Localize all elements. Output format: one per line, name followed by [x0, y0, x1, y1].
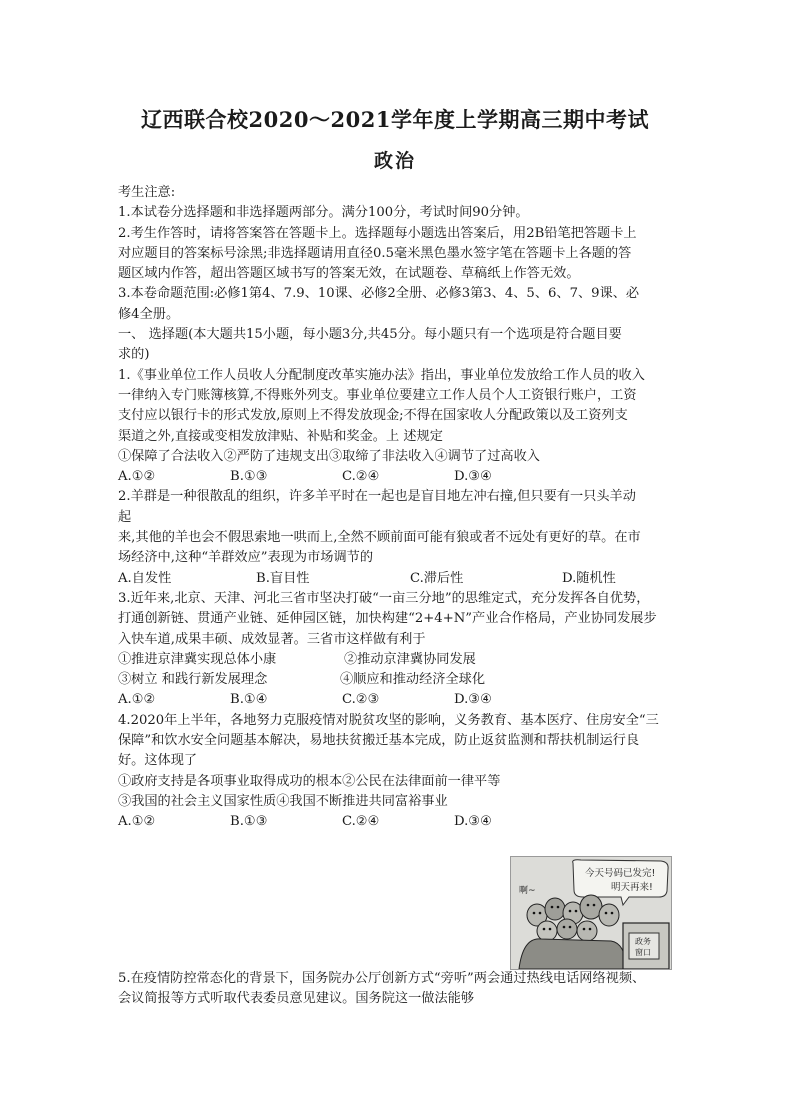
option-d: D.③④ — [454, 469, 492, 485]
option-c: C.滞后性 — [410, 570, 464, 586]
option-d: D.随机性 — [562, 570, 616, 586]
government-window-cartoon — [510, 856, 672, 970]
question-3-options — [118, 690, 678, 710]
cartoon-speech-2: 明天再来! — [611, 882, 653, 893]
option-d: D.③④ — [454, 814, 492, 830]
question-1-text: 渠道之外,直接或变相发放津贴、补贴和奖金。上 述规定 — [118, 428, 443, 444]
question-5-text: 会议简报等方式听取代表委员意见建议。国务院这一做法能够 — [118, 991, 475, 1007]
question-5-text: 5.在疫情防控常态化的背景下，国务院办公厅创新方式“旁听”两会通过热线电话网络视频、 — [118, 971, 646, 986]
question-2-text: 2.羊群是一种很散乱的组织，许多羊平时在一起也是盲目地左冲右撞,但只要有一只头羊动 — [118, 489, 636, 505]
notice-line: 对应题目的答案标号涂黑;非选择题请用直径0.5毫米黑色墨水签字笔在答题卡上各题的答 — [118, 245, 632, 261]
question-2-text: 来,其他的羊也会不假思索地一哄而上,全然不顾前面可能有狼或者不远处有更好的草。在市 — [118, 530, 641, 546]
option-c: C.②④ — [342, 814, 380, 830]
cartoon-exclaim: 啊~ — [519, 886, 536, 896]
choice-item: ③树立 和践行新发展理念 — [118, 672, 268, 688]
question-4-text: 好。这体现了 — [118, 753, 198, 769]
cartoon-speech-1: 今天号码已发完! — [585, 868, 656, 879]
question-1-text: 一律纳入专门账簿核算,不得账外列支。事业单位要建立工作人员个人工资银行账户，工资 — [118, 387, 637, 403]
question-2-text: 场经济中,这种“羊群效应”表现为市场调节的 — [118, 550, 374, 566]
notice-line: 修4全册。 — [118, 306, 180, 322]
question-4-text: 4.2020年上半年，各地努力克服疫情对脱贫攻坚的影响，义务教育、基本医疗、住房安全“三 — [118, 712, 659, 728]
option-a: A.①② — [118, 469, 156, 485]
question-4-text: 保障”和饮水安全问题基本解决，易地扶贫搬迁基本完成，防止返贫监测和帮扶机制运行良 — [118, 733, 640, 749]
question-2-text: 起 — [118, 509, 132, 525]
option-a: A.①② — [118, 692, 156, 708]
question-1-text: 1.《事业单位工作人员收人分配制度改革实施办法》指出，事业单位发放给工作人员的收入 — [118, 367, 645, 383]
question-3-text: 打通创新链、贯通产业链、延伸园区链，加快构建“2+4+N”产业合作格局，产业协同发展步 — [118, 611, 657, 627]
option-a: A.①② — [118, 814, 156, 830]
exam-subject: 政治 — [373, 150, 416, 172]
section-heading: 求的) — [118, 347, 150, 363]
question-1-options — [118, 467, 678, 487]
section-heading: 一、 选择题(本大题共15小题，每小题3分,共45分。每小题只有一个选项是符合题目要 — [118, 327, 622, 343]
question-3-text: 3.近年来,北京、天津、河北三省市坚决打破“一亩三分地”的思维定式，充分发挥各自优势， — [118, 590, 650, 606]
choice-item: ①推进京津冀实现总体小康 — [118, 651, 277, 667]
notice-line: 3.本卷命题范围:必修1第4、7.9、10课、必修2全册、必修3第3、4、5、6、7、9课、必 — [118, 286, 640, 302]
choice-item: ④顺应和推动经济全球化 — [340, 672, 486, 688]
cartoon-illustration — [511, 857, 671, 969]
question-3-choices-row — [118, 650, 678, 670]
option-b: B.①③ — [230, 469, 268, 485]
question-4-options — [118, 812, 678, 832]
option-b: B.①④ — [230, 692, 268, 708]
question-3-choices-row — [118, 670, 678, 690]
question-5-block — [118, 969, 678, 1010]
question-3-text: 入快车道,成果丰硕、成效显著。三省市这样做有利于 — [118, 631, 426, 647]
option-a: A.自发性 — [118, 570, 172, 586]
option-b: B.盲目性 — [256, 570, 310, 586]
question-1-choices: ①保障了合法收入②严防了违规支出③取缔了非法收入④调节了过高收入 — [118, 448, 540, 464]
choice-item: ②推动京津冀协同发展 — [344, 651, 476, 667]
cartoon-sign-line-1: 政务 — [635, 937, 651, 946]
notice-line: 1.本试卷分选择题和非选择题两部分。满分100分，考试时间90分钟。 — [118, 205, 529, 221]
notice-line: 2.考生作答时，请将答案答在答题卡上。选择题每小题选出答案后，用2B铅笔把答题卡上 — [118, 225, 637, 241]
option-d: D.③④ — [454, 692, 492, 708]
question-2-options — [118, 569, 678, 589]
question-4-choices: ③我国的社会主义国家性质④我国不断推进共同富裕事业 — [118, 793, 448, 809]
question-4-choices: ①政府支持是各项事业取得成功的根本②公民在法律面前一律平等 — [118, 773, 501, 789]
option-c: C.②③ — [342, 692, 380, 708]
exam-title: 辽西联合校2020～2021学年度上学期高三期中考试 — [141, 107, 649, 132]
question-1-text: 支付应以银行卡的形式发放,原则上不得发放现金;不得在国家收人分配政策以及工资列支 — [118, 408, 628, 424]
option-c: C.②④ — [342, 469, 380, 485]
notice-heading: 考生注意: — [118, 185, 176, 200]
exam-body — [118, 183, 678, 833]
notice-line: 题区域内作答，超出答题区域书写的答案无效，在试题卷、草稿纸上作答无效。 — [118, 266, 580, 282]
option-b: B.①③ — [230, 814, 268, 830]
cartoon-sign-line-2: 窗口 — [635, 948, 651, 957]
